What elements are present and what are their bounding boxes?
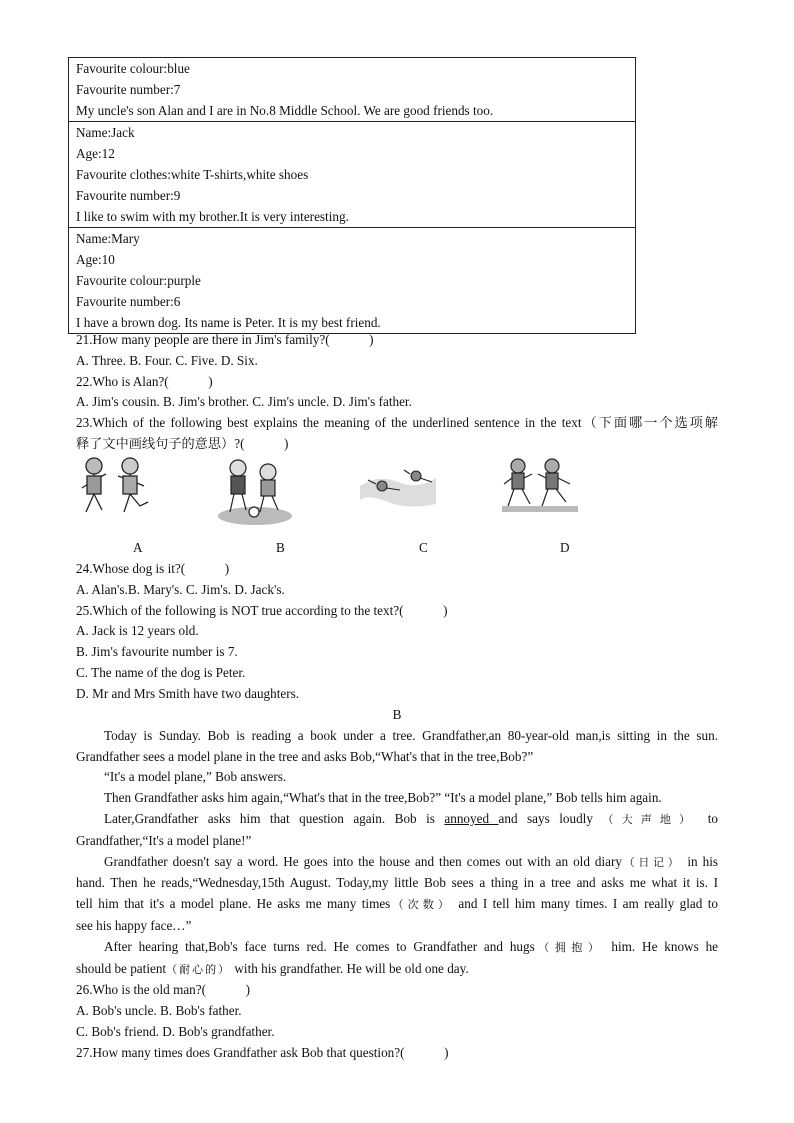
picture-label-a: A	[133, 540, 143, 555]
info-line: Name:Jack	[76, 125, 135, 141]
q25-option-b: B. Jim's favourite number is 7.	[76, 644, 238, 660]
info-line: Favourite colour:blue	[76, 61, 190, 76]
q23-stem-line2: 释了文中画线句子的意思）?( )	[76, 435, 289, 451]
passage-line: hand. Then he reads,“Wednesday,15th August. Today,my little Bob sees a thing in a tree and asks me what it is. I	[76, 875, 718, 891]
picture-label-c: C	[419, 540, 428, 555]
chinese-gloss: （耐心的）	[166, 962, 232, 976]
info-line: Age:10	[76, 252, 115, 268]
chinese-gloss: （日记）	[622, 855, 683, 869]
q25-option-a: A. Jack is 12 years old.	[76, 623, 199, 639]
underlined-word: annoyed	[444, 810, 499, 826]
picture-d-running	[500, 456, 580, 516]
text: him. He knows he	[604, 938, 719, 954]
info-block-jack	[69, 121, 635, 227]
picture-a-dancing	[74, 456, 156, 518]
passage-b	[76, 705, 718, 1064]
passage-line: Grandfather,“It's a model plane!”	[76, 832, 252, 848]
q25-option-d: D. Mr and Mrs Smith have two daughters.	[76, 685, 300, 701]
text: Later,Grandfather asks him that question again. Bob is	[104, 810, 445, 826]
info-line: Favourite number:7	[76, 81, 181, 97]
info-line: Favourite clothes:white T-shirts,white shoes	[76, 166, 309, 182]
text: should be patient	[76, 960, 167, 976]
text: with his grandfather. He will be old one day.	[231, 960, 469, 976]
q26-options-line2: C. Bob's friend. D. Bob's grandfather.	[76, 1023, 275, 1039]
picture-b-football	[216, 458, 294, 526]
q22-options: A. Jim's cousin. B. Jim's brother. C. Jim's uncle. D. Jim's father.	[76, 394, 412, 410]
passage-line	[76, 852, 718, 874]
info-line: I have a brown dog. Its name is Peter. It is my best friend.	[76, 314, 381, 330]
passage-line	[76, 894, 718, 916]
chinese-gloss: （大声地）	[602, 812, 699, 826]
text: After hearing that,Bob's face turns red. He comes to Grandfather and hugs	[104, 938, 535, 954]
questions-24-25	[76, 559, 718, 705]
passage-heading: B	[392, 707, 402, 722]
text: and says loudly	[498, 810, 603, 826]
passage-line: Then Grandfather asks him again,“What's that in the tree,Bob?” “It's a model plane,” Bob tells him again.	[104, 790, 662, 806]
q27-stem: 27.How many times does Grandfather ask Bob that question?( )	[76, 1044, 449, 1060]
passage-line: Grandfather sees a model plane in the tree and asks Bob,“What's that in the tree,Bob?”	[76, 748, 534, 764]
q22-stem: 22.Who is Alan?( )	[76, 373, 213, 389]
chinese-gloss: （次数）	[390, 898, 453, 912]
info-block-mary	[69, 227, 635, 333]
q23-stem-line1: 23.Which of the following best explains the meaning of the underlined sentence in the text（下面哪一个选项解	[76, 415, 718, 431]
info-line: Name:Mary	[76, 231, 140, 247]
picture-label-d: D	[560, 540, 570, 555]
info-line: Favourite colour:purple	[76, 272, 201, 288]
questions-21-23	[76, 330, 718, 455]
q24-stem: 24.Whose dog is it?( )	[76, 561, 230, 576]
info-block-jim	[69, 58, 635, 121]
passage-line	[76, 959, 718, 981]
info-line: Age:12	[76, 146, 115, 162]
passage-line: see his happy face…”	[76, 917, 192, 933]
q25-option-c: C. The name of the dog is Peter.	[76, 664, 246, 680]
q21-options: A. Three. B. Four. C. Five. D. Six.	[76, 352, 258, 368]
q25-stem: 25.Which of the following is NOT true according to the text?( )	[76, 602, 448, 618]
q21-stem: 21.How many people are there in Jim's family?( )	[76, 332, 374, 347]
text: tell him that it's a model plane. He asks me many times	[76, 896, 391, 912]
info-line: Favourite number:6	[76, 293, 181, 309]
q26-options-line1: A. Bob's uncle. B. Bob's father.	[76, 1003, 242, 1019]
text: in his	[682, 853, 719, 869]
q24-options: A. Alan's.B. Mary's. C. Jim's. D. Jack's.	[76, 581, 285, 597]
text: to	[698, 810, 718, 826]
q26-stem: 26.Who is the old man?( )	[76, 982, 250, 998]
passage-line-underlined	[76, 809, 718, 831]
text: Grandfather doesn't say a word. He goes into the house and then comes out with an old diary	[104, 853, 622, 869]
text: and I tell him many times. I am really glad to	[452, 896, 719, 912]
info-table	[68, 57, 636, 334]
passage-line: “It's a model plane,” Bob answers.	[104, 769, 287, 785]
info-line: My uncle's son Alan and I are in No.8 Middle School. We are good friends too.	[76, 102, 494, 118]
info-line: I like to swim with my brother.It is very interesting.	[76, 208, 349, 224]
picture-label-b: B	[276, 540, 285, 555]
passage-line	[76, 937, 718, 959]
chinese-gloss: （拥抱）	[534, 940, 605, 954]
passage-line: Today is Sunday. Bob is reading a book under a tree. Grandfather,an 80-year-old man,is sitting in the sun.	[104, 727, 718, 743]
picture-c-swimming	[358, 460, 438, 510]
info-line: Favourite number:9	[76, 187, 181, 203]
